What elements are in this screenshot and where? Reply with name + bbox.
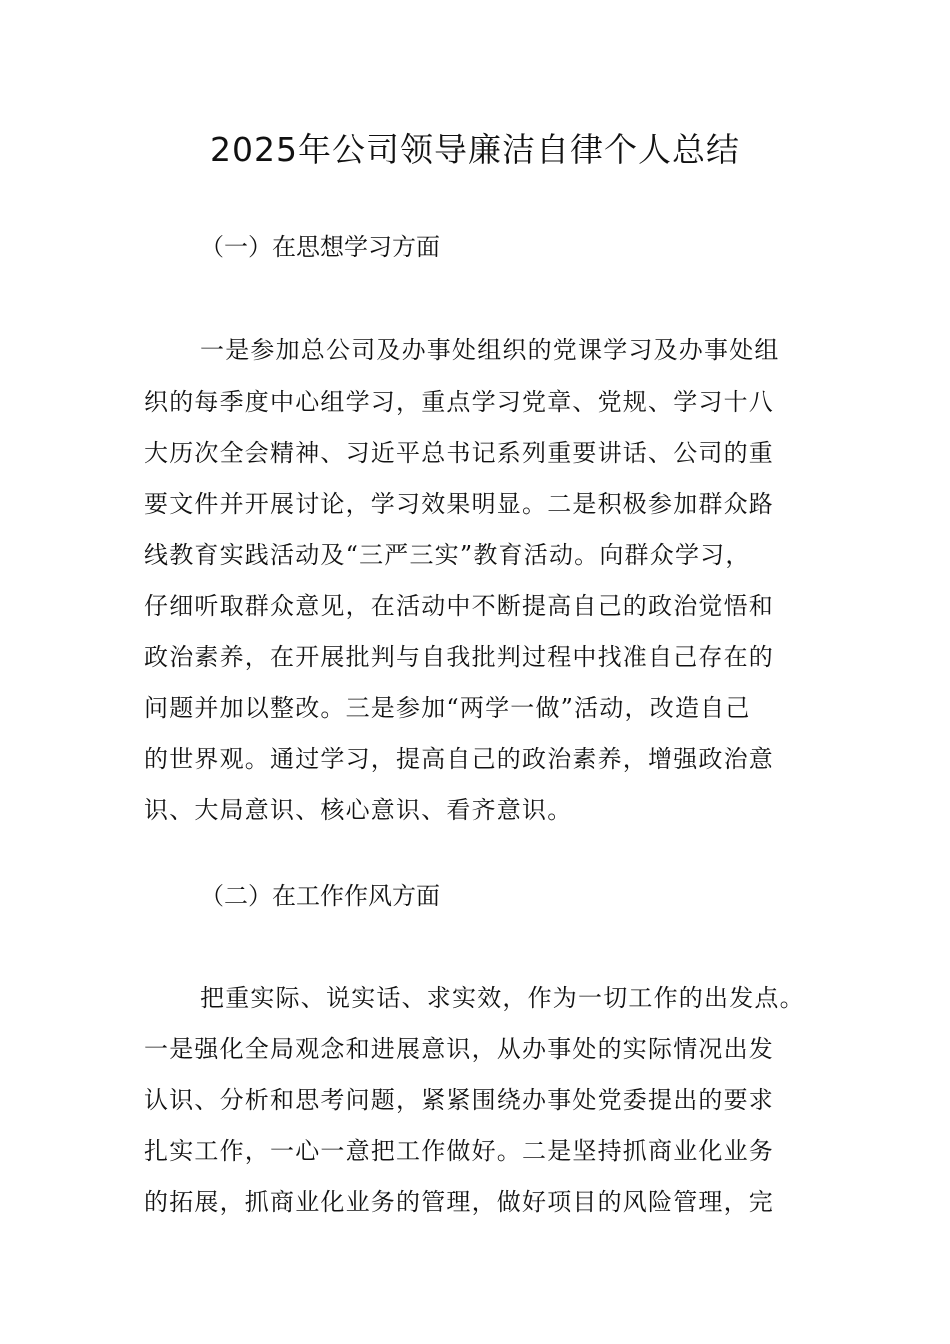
section-1-line-4: 要文件并开展讨论，学习效果明显。二是积极参加群众路	[144, 490, 774, 518]
section-2-line-5: 的拓展，抓商业化业务的管理，做好项目的风险管理，完	[144, 1188, 774, 1216]
section-2-line-3: 认识、分析和思考问题，紧紧围绕办事处党委提出的要求	[144, 1086, 774, 1114]
section-1-line-10: 识、大局意识、核心意识、看齐意识。	[144, 796, 573, 824]
section-1-line-2: 织的每季度中心组学习，重点学习党章、党规、学习十八	[144, 388, 774, 416]
section-2-line-4: 扎实工作，一心一意把工作做好。二是坚持抓商业化业务	[144, 1137, 774, 1165]
document-title: 2025年公司领导廉洁自律个人总结	[210, 130, 740, 169]
section-1-line-6: 仔细听取群众意见，在活动中不断提高自己的政治觉悟和	[144, 592, 774, 620]
section-2-line-2: 一是强化全局观念和进展意识，从办事处的实际情况出发	[144, 1035, 774, 1063]
section-1-line-7: 政治素养，在开展批判与自我批判过程中找准自己存在的	[144, 643, 774, 671]
section-2-heading: （二）在工作作风方面	[200, 882, 440, 910]
section-1-line-5: 线教育实践活动及“三严三实”教育活动。向群众学习，	[144, 541, 751, 569]
section-2-line-1: 把重实际、说实话、求实效，作为一切工作的出发点。	[200, 984, 805, 1012]
section-1-line-8: 问题并加以整改。三是参加“两学一做”活动，改造自己	[144, 694, 751, 722]
section-1-line-9: 的世界观。通过学习，提高自己的政治素养，增强政治意	[144, 745, 774, 773]
section-1-heading: （一）在思想学习方面	[200, 233, 440, 261]
section-1-line-3: 大历次全会精神、习近平总书记系列重要讲话、公司的重	[144, 439, 774, 467]
section-1-line-1: 一是参加总公司及办事处组织的党课学习及办事处组	[200, 336, 780, 364]
